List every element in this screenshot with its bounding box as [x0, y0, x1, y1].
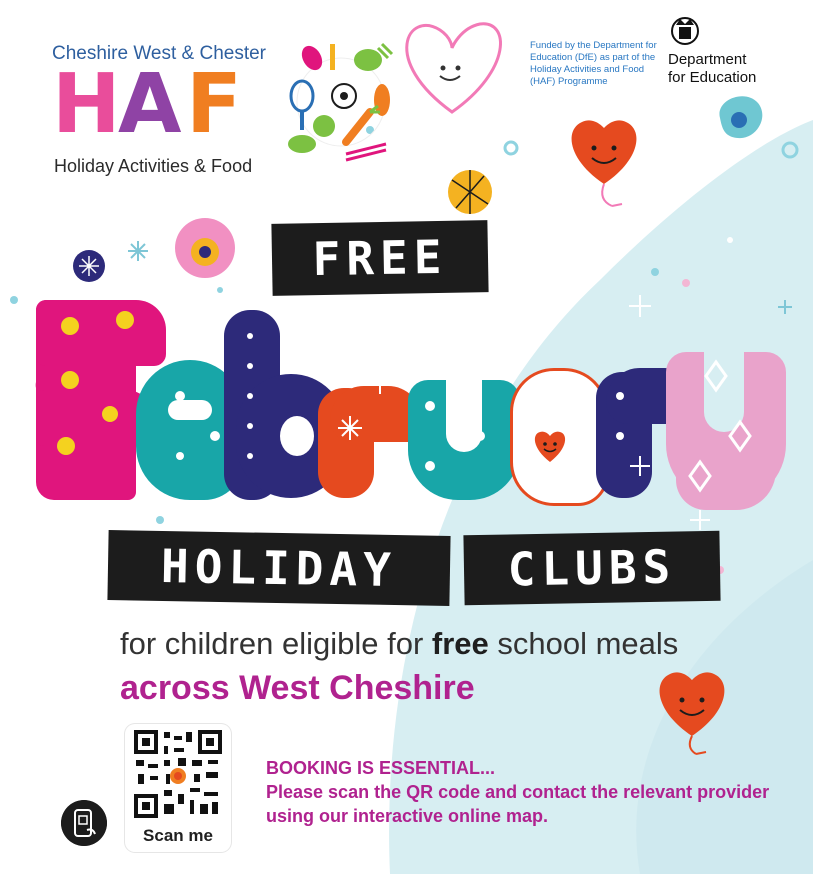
holiday-label: HOLIDAY — [107, 530, 450, 606]
food-ring-icon — [282, 38, 400, 166]
free-label: FREE — [271, 220, 488, 296]
logo-letter-f: F — [186, 57, 243, 152]
logo-subtitle: Holiday Activities & Food — [54, 156, 253, 176]
qr-code[interactable] — [134, 730, 222, 818]
eligibility-part-2: school meals — [488, 626, 679, 661]
eligibility-text — [120, 621, 760, 711]
booking-notice — [266, 756, 786, 828]
royal-crest-icon — [668, 15, 702, 47]
phone-scan-icon — [61, 800, 107, 846]
letter-patterns — [30, 296, 790, 516]
qr-caption: Scan me — [143, 826, 213, 845]
booking-heading: BOOKING IS ESSENTIAL... — [266, 758, 496, 778]
dfe-line-2: for Education — [668, 69, 757, 86]
clubs-label: CLUBS — [463, 531, 720, 605]
funding-note: Funded by the Department for Education (DfE) as part of the Holiday Activities and Food (HAF) Programme — [530, 40, 657, 87]
heart-face-icon — [564, 112, 644, 216]
logo-letter-a: A — [118, 57, 182, 152]
booking-instructions: Please scan the QR code and contact the relevant provider using our interactive online map. — [266, 782, 770, 826]
eligibility-bold: free — [431, 626, 489, 661]
org-name: Cheshire West & Chester — [52, 43, 267, 64]
eligibility-highlight: across West Cheshire — [120, 669, 475, 707]
eligibility-part-1: for children eligible for — [120, 626, 432, 661]
dfe-line-1: Department — [668, 51, 747, 68]
dfe-name — [668, 51, 798, 87]
logo-letter-h: H — [52, 57, 121, 152]
